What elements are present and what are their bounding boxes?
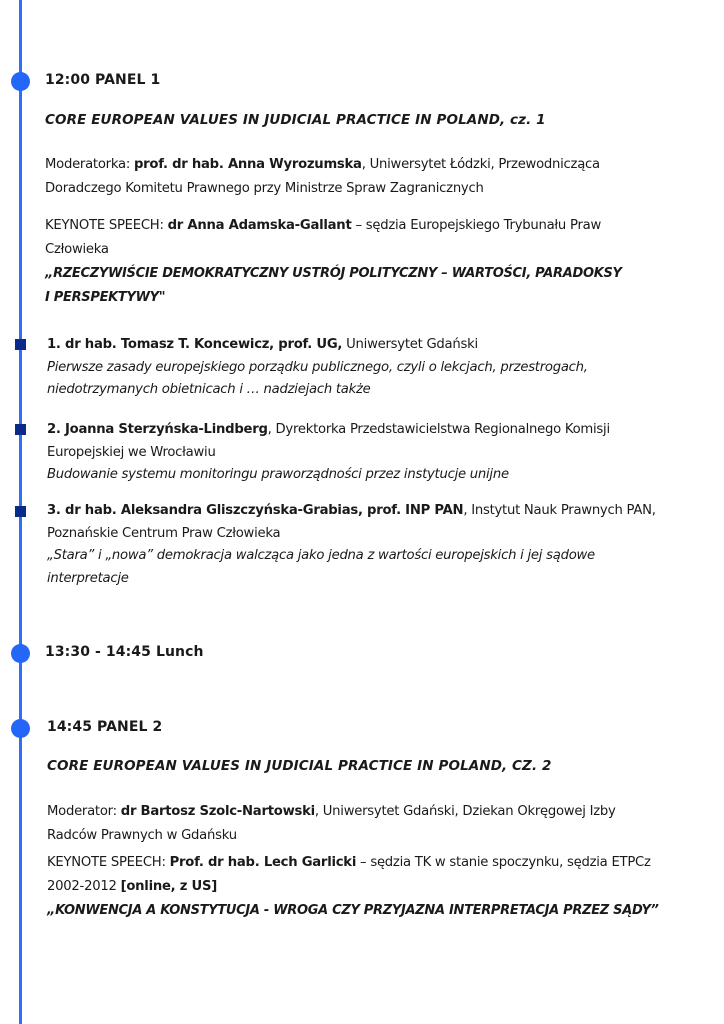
keynote-title-line-2: I PERSPEKTYWY" [45, 290, 166, 305]
speaker-marker-3 [15, 506, 26, 517]
speaker-2-talk-line-1: Budowanie systemu monitoringu praworządności przez instytucje unijne [47, 467, 509, 482]
speaker-3-talk-line-2: interpretacje [47, 570, 129, 586]
keynote-title: „KONWENCJA A KONSTYTUCJA - WROGA CZY PRZYJAZNA INTERPRETACJA PRZEZ SĄDY” [47, 903, 659, 918]
panel-1-keynote [45, 214, 694, 310]
moderator-affiliation: , Uniwersytet Łódzki, Przewodnicząca [361, 157, 600, 172]
keynote-label: KEYNOTE SPEECH: [45, 218, 168, 233]
speaker-1-name: 1. dr hab. Tomasz T. Koncewicz, prof. UG, [47, 337, 343, 352]
speaker-3 [47, 500, 696, 590]
speaker-2-name: 2. Joanna Sterzyńska-Lindberg [47, 422, 268, 437]
keynote-speaker: Prof. dr hab. Lech Garlicki [169, 855, 357, 870]
keynote-title-line-1: „RZECZYWIŚCIE DEMOKRATYCZNY USTRÓJ POLITYCZNY – WARTOŚCI, PARADOKSY [45, 266, 622, 281]
keynote-affiliation: – sędzia Europejskiego Trybunału Praw [351, 218, 601, 233]
panel-2-time: 14:45 PANEL 2 [47, 719, 163, 735]
keynote-affiliation: – sędzia TK w stanie spoczynku, sędzia ETPCz [356, 855, 651, 870]
moderator-label: Moderator: [47, 804, 121, 819]
speaker-1-talk-line-1: Pierwsze zasady europejskiego porządku publicznego, czyli o lekcjach, przestrogach, [47, 359, 588, 375]
speaker-marker-2 [15, 424, 26, 435]
speaker-2-affiliation: , Dyrektorka Przedstawicielstwa Regionalnego Komisji [267, 422, 610, 437]
timeline-dot-panel-2 [11, 719, 30, 738]
panel-1-time: 12:00 PANEL 1 [45, 72, 161, 88]
speaker-3-talk-line-1: „Stara” i „nowa” demokracja walcząca jako jedna z wartości europejskich i jej sądowe [47, 548, 595, 563]
keynote-online-note: [online, z US] [120, 879, 218, 894]
speaker-2-affiliation-cont: Europejskiej we Wrocławiu [47, 444, 216, 460]
moderator-label: Moderatorka: [45, 157, 134, 172]
panel-1-title: CORE EUROPEAN VALUES IN JUDICIAL PRACTICE IN POLAND, cz. 1 [45, 112, 546, 128]
panel-2-title: CORE EUROPEAN VALUES IN JUDICIAL PRACTICE IN POLAND, CZ. 2 [47, 758, 552, 774]
speaker-1 [47, 334, 696, 402]
moderator-affiliation: , Uniwersytet Gdański, Dziekan Okręgowej Izby [314, 804, 616, 819]
lunch-time: 13:30 - 14:45 Lunch [45, 644, 204, 660]
keynote-affiliation-cont: Człowieka [45, 242, 109, 257]
panel-2-keynote [47, 851, 694, 923]
timeline-dot-panel-1 [11, 72, 30, 91]
speaker-3-affiliation: , Instytut Nauk Prawnych PAN, [463, 503, 656, 518]
moderator-name: dr Bartosz Szolc-Nartowski [120, 804, 315, 819]
keynote-label: KEYNOTE SPEECH: [47, 855, 170, 870]
speaker-1-affiliation: Uniwersytet Gdański [342, 337, 478, 352]
panel-1-moderator [45, 153, 694, 201]
speaker-3-affiliation-cont: Poznańskie Centrum Praw Człowieka [47, 525, 281, 541]
moderator-name: prof. dr hab. Anna Wyrozumska [133, 157, 362, 172]
moderator-affiliation-cont: Doradczego Komitetu Prawnego przy Ministrze Spraw Zagranicznych [45, 181, 484, 196]
speaker-2 [47, 419, 696, 487]
timeline-dot-lunch [11, 644, 30, 663]
speaker-marker-1 [15, 339, 26, 350]
keynote-speaker: dr Anna Adamska-Gallant [167, 218, 352, 233]
moderator-affiliation-cont: Radców Prawnych w Gdańsku [47, 828, 237, 843]
keynote-years: 2002-2012 [47, 879, 121, 894]
speaker-3-name: 3. dr hab. Aleksandra Gliszczyńska-Grabias, prof. INP PAN [47, 503, 464, 518]
speaker-1-talk-line-2: niedotrzymanych obietnicach i … nadziejach także [47, 382, 371, 397]
panel-2-moderator [47, 800, 694, 848]
